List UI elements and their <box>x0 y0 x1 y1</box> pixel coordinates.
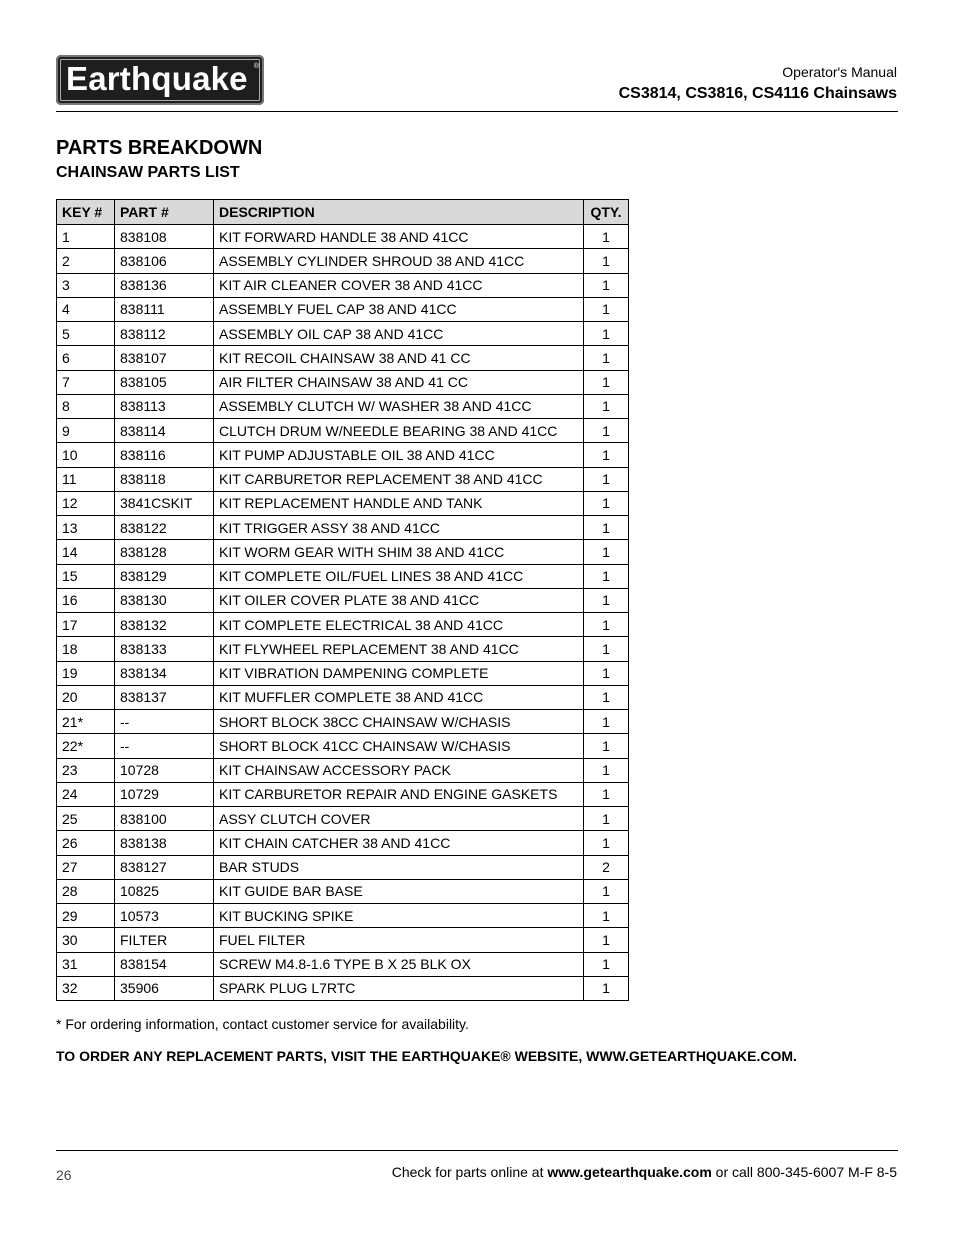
cell-description: KIT WORM GEAR WITH SHIM 38 AND 41CC <box>214 540 584 564</box>
cell-key: 13 <box>57 516 115 540</box>
logo-registered-mark: ® <box>253 63 259 70</box>
cell-qty: 1 <box>584 322 629 346</box>
footer-call-suffix: or call 800-345-6007 M-F 8-5 <box>711 1164 897 1180</box>
cell-key: 11 <box>57 467 115 491</box>
cell-description: BAR STUDS <box>214 855 584 879</box>
cell-key: 20 <box>57 685 115 709</box>
table-row <box>57 346 629 370</box>
cell-qty: 1 <box>584 879 629 903</box>
table-row <box>57 540 629 564</box>
table-row <box>57 879 629 903</box>
cell-key: 14 <box>57 540 115 564</box>
cell-qty: 1 <box>584 249 629 273</box>
cell-part: 838129 <box>115 564 214 588</box>
table-row <box>57 661 629 685</box>
cell-part: -- <box>115 710 214 734</box>
cell-description: AIR FILTER CHAINSAW 38 AND 41 CC <box>214 370 584 394</box>
footer-contact <box>392 1164 897 1180</box>
cell-description: KIT COMPLETE OIL/FUEL LINES 38 AND 41CC <box>214 564 584 588</box>
cell-description: SPARK PLUG L7RTC <box>214 976 584 1000</box>
cell-key: 26 <box>57 831 115 855</box>
cell-qty: 1 <box>584 540 629 564</box>
cell-part: 10729 <box>115 782 214 806</box>
cell-part: 838132 <box>115 613 214 637</box>
cell-part: 838130 <box>115 588 214 612</box>
cell-key: 27 <box>57 855 115 879</box>
cell-part: 3841CSKIT <box>115 491 214 515</box>
table-row <box>57 637 629 661</box>
cell-key: 30 <box>57 928 115 952</box>
table-row <box>57 491 629 515</box>
cell-description: SHORT BLOCK 38CC CHAINSAW W/CHASIS <box>214 710 584 734</box>
cell-qty: 1 <box>584 613 629 637</box>
cell-part: 838138 <box>115 831 214 855</box>
parts-table-body <box>57 225 629 1001</box>
cell-description: KIT OILER COVER PLATE 38 AND 41CC <box>214 588 584 612</box>
cell-part: -- <box>115 734 214 758</box>
table-row <box>57 588 629 612</box>
cell-part: 35906 <box>115 976 214 1000</box>
table-row <box>57 370 629 394</box>
cell-description: SCREW M4.8-1.6 TYPE B X 25 BLK OX <box>214 952 584 976</box>
cell-key: 2 <box>57 249 115 273</box>
cell-part: 838136 <box>115 273 214 297</box>
cell-qty: 1 <box>584 831 629 855</box>
website-link[interactable]: www.getearthquake.com <box>547 1164 712 1180</box>
cell-key: 16 <box>57 588 115 612</box>
table-row <box>57 443 629 467</box>
table-row <box>57 734 629 758</box>
table-row <box>57 710 629 734</box>
cell-qty: 1 <box>584 394 629 418</box>
cell-key: 5 <box>57 322 115 346</box>
table-row <box>57 516 629 540</box>
table-row <box>57 322 629 346</box>
cell-key: 7 <box>57 370 115 394</box>
cell-description: KIT FORWARD HANDLE 38 AND 41CC <box>214 225 584 249</box>
table-row <box>57 467 629 491</box>
cell-part: 838127 <box>115 855 214 879</box>
cell-part: 838108 <box>115 225 214 249</box>
cell-key: 28 <box>57 879 115 903</box>
cell-key: 29 <box>57 904 115 928</box>
cell-description: ASSEMBLY FUEL CAP 38 AND 41CC <box>214 297 584 321</box>
table-row <box>57 904 629 928</box>
page-number: 26 <box>56 1167 72 1183</box>
col-header-description: DESCRIPTION <box>214 200 584 225</box>
cell-description: KIT AIR CLEANER COVER 38 AND 41CC <box>214 273 584 297</box>
cell-description: ASSEMBLY CLUTCH W/ WASHER 38 AND 41CC <box>214 394 584 418</box>
cell-part: 838111 <box>115 297 214 321</box>
logo-wordmark: Earthquake <box>66 60 248 97</box>
cell-description: ASSEMBLY CYLINDER SHROUD 38 AND 41CC <box>214 249 584 273</box>
cell-part: 838128 <box>115 540 214 564</box>
cell-part: 838106 <box>115 249 214 273</box>
cell-key: 31 <box>57 952 115 976</box>
cell-key: 15 <box>57 564 115 588</box>
cell-key: 10 <box>57 443 115 467</box>
cell-part: 838105 <box>115 370 214 394</box>
cell-part: 838154 <box>115 952 214 976</box>
table-row <box>57 952 629 976</box>
cell-description: KIT CHAIN CATCHER 38 AND 41CC <box>214 831 584 855</box>
cell-part: 838118 <box>115 467 214 491</box>
cell-qty: 1 <box>584 491 629 515</box>
cell-qty: 1 <box>584 273 629 297</box>
table-row <box>57 225 629 249</box>
cell-key: 24 <box>57 782 115 806</box>
manual-label: Operator's Manual <box>782 64 897 80</box>
table-row <box>57 394 629 418</box>
cell-description: KIT BUCKING SPIKE <box>214 904 584 928</box>
cell-description: SHORT BLOCK 41CC CHAINSAW W/CHASIS <box>214 734 584 758</box>
cell-key: 4 <box>57 297 115 321</box>
models-title: CS3814, CS3816, CS4116 Chainsaws <box>618 85 897 102</box>
table-row <box>57 273 629 297</box>
cell-part: 838114 <box>115 419 214 443</box>
cell-key: 6 <box>57 346 115 370</box>
cell-qty: 1 <box>584 370 629 394</box>
table-row <box>57 249 629 273</box>
cell-qty: 1 <box>584 516 629 540</box>
cell-description: KIT VIBRATION DAMPENING COMPLETE <box>214 661 584 685</box>
cell-description: KIT FLYWHEEL REPLACEMENT 38 AND 41CC <box>214 637 584 661</box>
cell-description: KIT CARBURETOR REPLACEMENT 38 AND 41CC <box>214 467 584 491</box>
order-notice: TO ORDER ANY REPLACEMENT PARTS, VISIT THE EARTHQUAKE® WEBSITE, WWW.GETEARTHQUAKE.COM. <box>56 1048 797 1064</box>
table-row <box>57 782 629 806</box>
cell-description: KIT REPLACEMENT HANDLE AND TANK <box>214 491 584 515</box>
cell-part: 838100 <box>115 807 214 831</box>
cell-key: 18 <box>57 637 115 661</box>
cell-qty: 1 <box>584 564 629 588</box>
earthquake-logo <box>56 55 264 105</box>
cell-description: ASSY CLUTCH COVER <box>214 807 584 831</box>
cell-description: ASSEMBLY OIL CAP 38 AND 41CC <box>214 322 584 346</box>
cell-qty: 1 <box>584 976 629 1000</box>
table-row <box>57 855 629 879</box>
cell-qty: 2 <box>584 855 629 879</box>
cell-description: KIT MUFFLER COMPLETE 38 AND 41CC <box>214 685 584 709</box>
cell-key: 32 <box>57 976 115 1000</box>
cell-part: 838112 <box>115 322 214 346</box>
footer-online-prefix: Check for parts online at <box>391 1164 548 1180</box>
cell-part: FILTER <box>115 928 214 952</box>
cell-part: 838113 <box>115 394 214 418</box>
cell-description: KIT GUIDE BAR BASE <box>214 879 584 903</box>
table-row <box>57 831 629 855</box>
cell-qty: 1 <box>584 904 629 928</box>
cell-qty: 1 <box>584 952 629 976</box>
cell-qty: 1 <box>584 782 629 806</box>
cell-description: KIT RECOIL CHAINSAW 38 AND 41 CC <box>214 346 584 370</box>
cell-qty: 1 <box>584 443 629 467</box>
cell-part: 838122 <box>115 516 214 540</box>
cell-qty: 1 <box>584 710 629 734</box>
cell-qty: 1 <box>584 758 629 782</box>
cell-qty: 1 <box>584 637 629 661</box>
cell-qty: 1 <box>584 419 629 443</box>
cell-key: 3 <box>57 273 115 297</box>
cell-key: 9 <box>57 419 115 443</box>
cell-part: 838137 <box>115 685 214 709</box>
cell-qty: 1 <box>584 807 629 831</box>
table-row <box>57 758 629 782</box>
table-row <box>57 685 629 709</box>
cell-qty: 1 <box>584 467 629 491</box>
cell-description: FUEL FILTER <box>214 928 584 952</box>
table-row <box>57 807 629 831</box>
table-header-row <box>57 200 629 225</box>
table-row <box>57 976 629 1000</box>
cell-qty: 1 <box>584 734 629 758</box>
cell-key: 19 <box>57 661 115 685</box>
cell-description: KIT COMPLETE ELECTRICAL 38 AND 41CC <box>214 613 584 637</box>
header-divider <box>56 111 898 112</box>
table-row <box>57 613 629 637</box>
cell-part: 10825 <box>115 879 214 903</box>
parts-table <box>56 199 629 1001</box>
cell-qty: 1 <box>584 685 629 709</box>
cell-part: 838107 <box>115 346 214 370</box>
cell-qty: 1 <box>584 588 629 612</box>
cell-description: CLUTCH DRUM W/NEEDLE BEARING 38 AND 41CC <box>214 419 584 443</box>
table-row <box>57 928 629 952</box>
col-header-part: PART # <box>115 200 214 225</box>
cell-part: 10573 <box>115 904 214 928</box>
cell-key: 12 <box>57 491 115 515</box>
cell-part: 838134 <box>115 661 214 685</box>
cell-qty: 1 <box>584 297 629 321</box>
cell-description: KIT TRIGGER ASSY 38 AND 41CC <box>214 516 584 540</box>
col-header-qty: QTY. <box>584 200 629 225</box>
cell-description: KIT CARBURETOR REPAIR AND ENGINE GASKETS <box>214 782 584 806</box>
footer-divider <box>56 1150 898 1151</box>
cell-key: 1 <box>57 225 115 249</box>
table-row <box>57 419 629 443</box>
section-subtitle: CHAINSAW PARTS LIST <box>56 164 240 181</box>
cell-qty: 1 <box>584 661 629 685</box>
cell-qty: 1 <box>584 346 629 370</box>
cell-part: 838116 <box>115 443 214 467</box>
cell-key: 8 <box>57 394 115 418</box>
col-header-key: KEY # <box>57 200 115 225</box>
section-title: PARTS BREAKDOWN <box>56 137 263 159</box>
cell-key: 22* <box>57 734 115 758</box>
cell-key: 17 <box>57 613 115 637</box>
footnote: * For ordering information, contact customer service for availability. <box>56 1016 469 1032</box>
table-row <box>57 297 629 321</box>
cell-part: 10728 <box>115 758 214 782</box>
cell-key: 25 <box>57 807 115 831</box>
cell-key: 21* <box>57 710 115 734</box>
table-row <box>57 564 629 588</box>
cell-description: KIT PUMP ADJUSTABLE OIL 38 AND 41CC <box>214 443 584 467</box>
cell-key: 23 <box>57 758 115 782</box>
cell-qty: 1 <box>584 928 629 952</box>
cell-part: 838133 <box>115 637 214 661</box>
cell-qty: 1 <box>584 225 629 249</box>
cell-description: KIT CHAINSAW ACCESSORY PACK <box>214 758 584 782</box>
